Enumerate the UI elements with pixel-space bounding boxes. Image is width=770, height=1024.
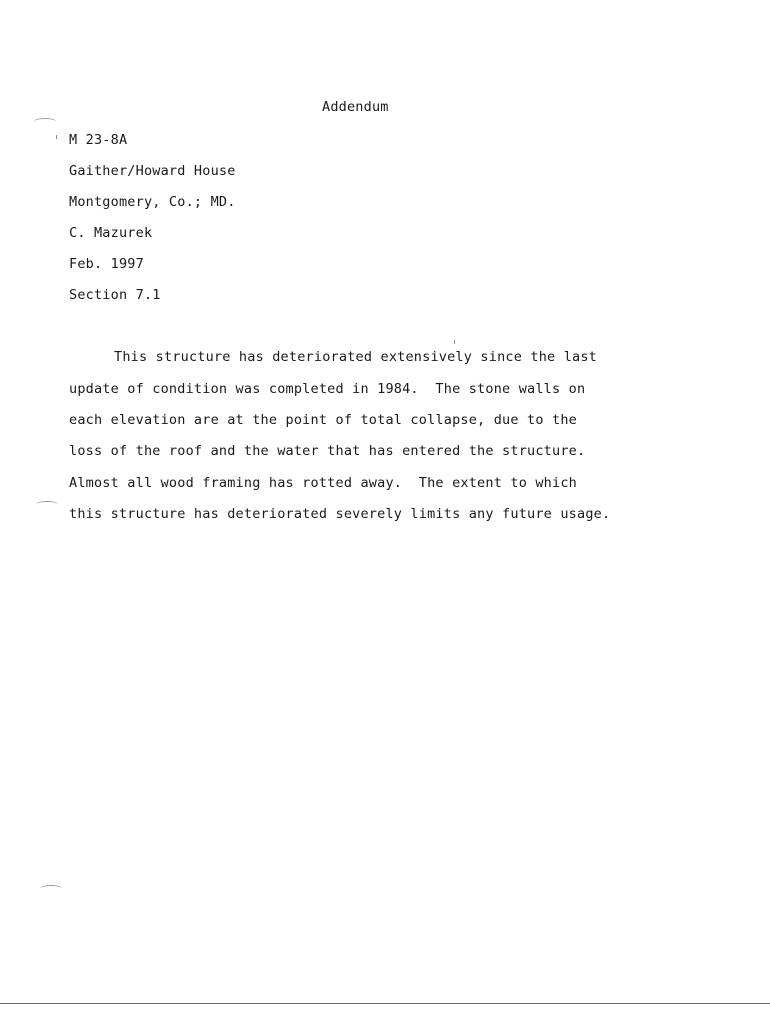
author-line: C. Mazurek <box>69 225 153 241</box>
date-line: Feb. 1997 <box>69 256 144 272</box>
body-line: Almost all wood framing has rotted away. The extent to which <box>69 475 577 491</box>
scan-mark <box>454 340 455 344</box>
property-name-line: Gaither/Howard House <box>69 163 236 179</box>
body-line: update of condition was completed in 1984. The stone walls on <box>69 381 586 397</box>
page-bottom-edge <box>0 1003 770 1004</box>
section-line: Section 7.1 <box>69 287 161 303</box>
scan-mark <box>56 135 57 139</box>
scan-mark <box>34 118 56 125</box>
location-line: Montgomery, Co.; MD. <box>69 194 236 210</box>
body-line: this structure has deteriorated severely limits any future usage. <box>69 506 611 522</box>
document-title: Addendum <box>322 99 389 115</box>
scan-mark <box>40 885 62 892</box>
body-line: loss of the roof and the water that has entered the structure. <box>69 443 586 459</box>
scan-mark <box>36 501 58 508</box>
document-id-line: M 23-8A <box>69 132 128 148</box>
body-line: each elevation are at the point of total collapse, due to the <box>69 412 577 428</box>
body-line: This structure has deteriorated extensively since the last <box>114 349 598 365</box>
